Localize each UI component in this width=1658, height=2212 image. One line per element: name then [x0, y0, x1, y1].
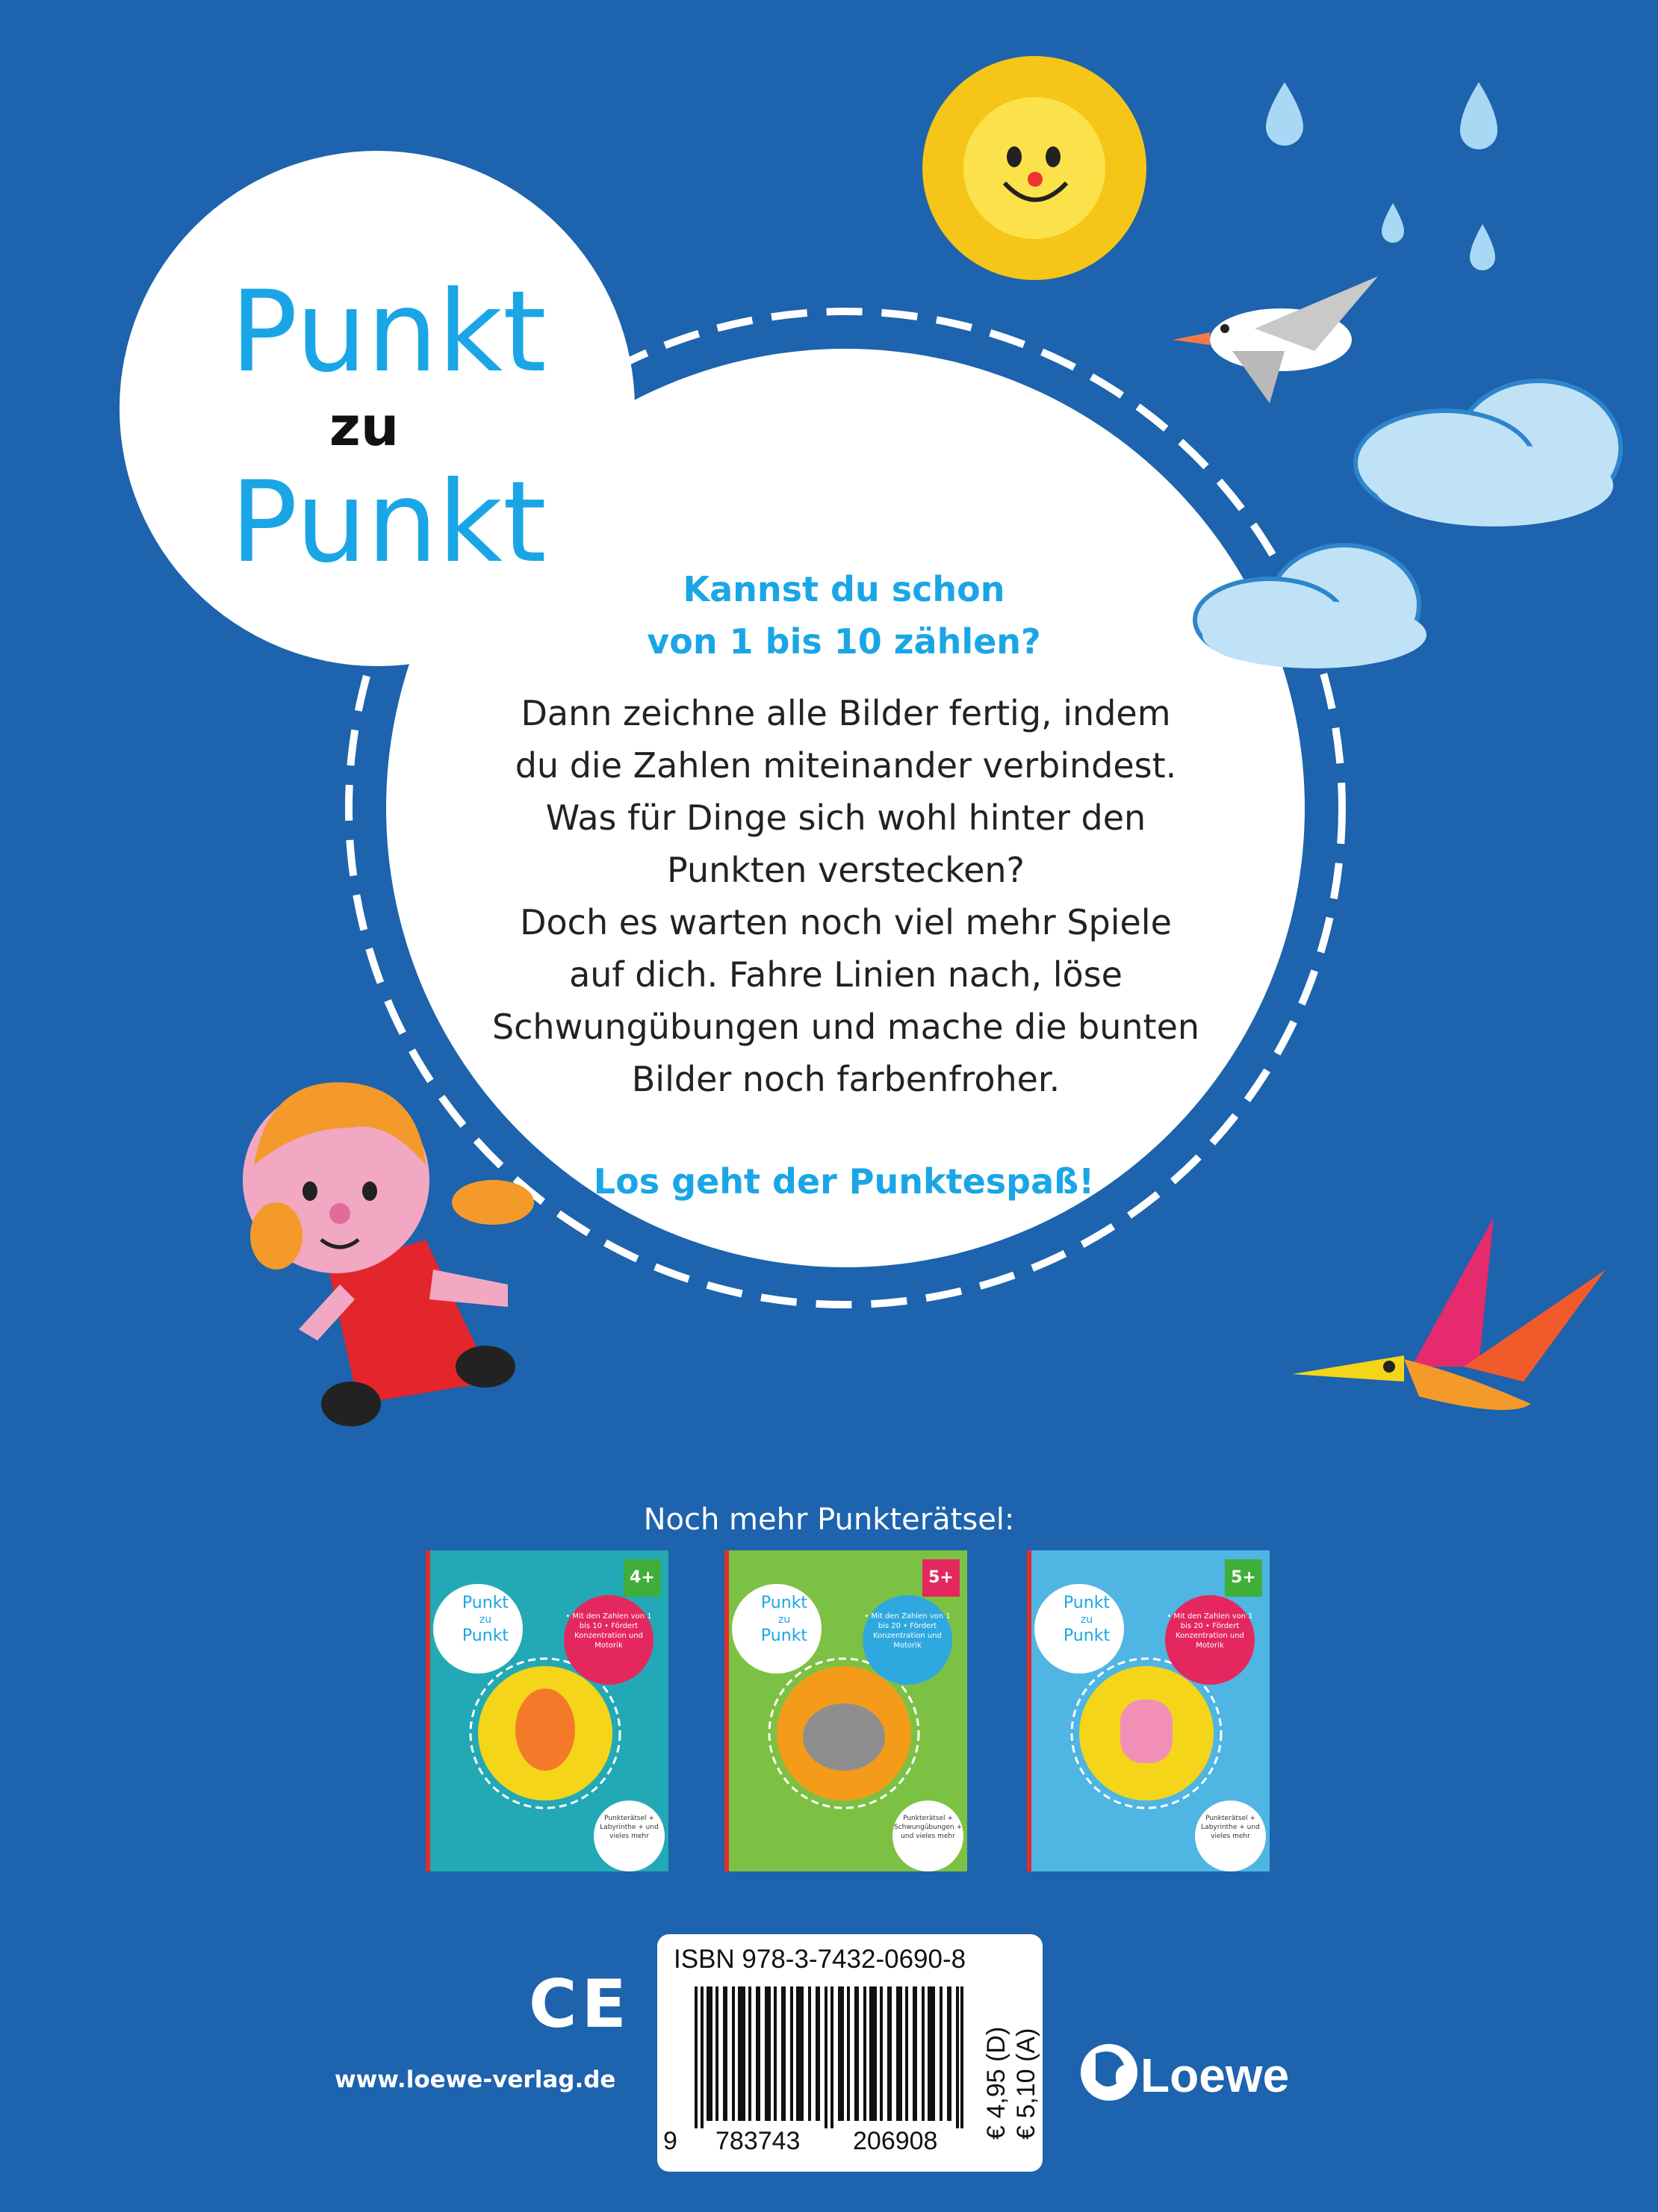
info-circle: • Mit den Zahlen von 1 bis 20 • Fördert Konzentration und Motorik — [863, 1595, 952, 1685]
intro-line: Punkten verstecken? — [667, 850, 1025, 890]
age-badge: 4+ — [624, 1559, 661, 1597]
raindrop-icon — [1470, 224, 1495, 270]
intro-line: du die Zahlen miteinander verbindest. — [515, 745, 1177, 786]
title-line-1: Punkt — [230, 267, 547, 397]
book-cover-thumbnail — [1027, 1550, 1270, 1871]
seagull-icon — [1173, 276, 1378, 403]
publisher-logo-small: Loewe — [1206, 1854, 1236, 1864]
barcode-digits-left: 783743 — [715, 2127, 801, 2155]
question-line-1: Kannst du schon — [683, 569, 1005, 609]
raindrop-icon — [1266, 82, 1303, 146]
book-cover-thumbnail — [724, 1550, 967, 1871]
price-de: € 4,95 (D) — [982, 2026, 1010, 2140]
intro-line: Bilder noch farbenfroher. — [631, 1059, 1061, 1099]
intro-line: Dann zeichne alle Bilder fertig, indem — [521, 693, 1171, 733]
price-block — [982, 1990, 1040, 2147]
publisher-logo: Loewe — [1140, 2048, 1290, 2102]
info-circle: • Mit den Zahlen von 1 bis 10 • Fördert Konzentration und Motorik — [564, 1595, 653, 1685]
intro-line: auf dich. Fahre Linien nach, löse — [569, 954, 1123, 995]
more-books-heading: Noch mehr Punkterätsel: — [643, 1503, 1015, 1537]
price-at: € 5,10 (A) — [1012, 2028, 1040, 2140]
age-badge: 5+ — [1225, 1559, 1262, 1597]
pterodactyl-icon — [1292, 1217, 1606, 1410]
lion-icon — [1079, 2039, 1139, 2106]
isbn-label: ISBN 978-3-7432-0690-8 — [674, 1945, 966, 1974]
info-circle: • Mit den Zahlen von 1 bis 20 • Fördert Konzentration und Motorik — [1165, 1595, 1255, 1685]
book-cover-thumbnail — [426, 1550, 668, 1871]
intro-line: Doch es warten noch viel mehr Spiele — [520, 902, 1172, 942]
barcode-digit-prefix: 9 — [663, 2127, 677, 2155]
title-line-3: Punkt — [230, 458, 547, 588]
question-line-2: von 1 bis 10 zählen? — [647, 621, 1041, 662]
raindrop-icon — [1382, 203, 1404, 243]
cloud-icon — [1356, 381, 1621, 526]
website-url[interactable]: www.loewe-verlag.de — [335, 2066, 616, 2093]
contents-circle: Punkterätsel + Schwungübungen + und vieles mehr — [892, 1801, 963, 1871]
barcode-icon — [695, 1986, 963, 2128]
mini-title: Punkt zu Punkt — [760, 1594, 808, 1645]
ce-mark: CE — [529, 1966, 631, 2042]
age-badge: 5+ — [922, 1559, 960, 1597]
mini-title: Punkt zu Punkt — [462, 1594, 509, 1645]
intro-line: Schwungübungen und mache die bunten — [491, 1007, 1200, 1047]
barcode-digits-right: 206908 — [853, 2127, 938, 2155]
contents-circle: Punkterätsel + Labyrinthe + und vieles mehr — [594, 1801, 665, 1871]
contents-circle: Punkterätsel + Labyrinthe + und vieles mehr — [1195, 1801, 1266, 1871]
raindrop-icon — [1460, 82, 1497, 149]
doll-icon — [243, 1082, 534, 1426]
mini-title: Punkt zu Punkt — [1063, 1594, 1111, 1645]
call-to-action: Los geht der Punktespaß! — [593, 1161, 1095, 1202]
sun-icon — [922, 56, 1146, 280]
title-line-2: zu — [329, 395, 400, 458]
publisher-logo-small: Loewe — [605, 1854, 635, 1864]
publisher-logo-small: Loewe — [904, 1854, 934, 1864]
intro-line: Was für Dinge sich wohl hinter den — [545, 798, 1146, 838]
